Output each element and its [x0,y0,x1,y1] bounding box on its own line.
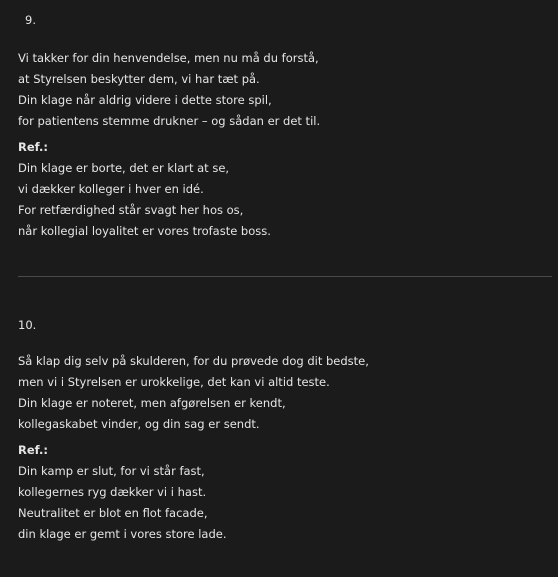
stanza-number: 9. [25,13,36,27]
verse-line: Din klage er noteret, men afgørelsen er kendt, [18,396,286,410]
verse-line: for patientens stemme drukner – og sådan er det til. [18,114,321,128]
stanza-number: 10. [18,318,37,332]
verse-line: kollegaskabet vinder, og din sag er sendt. [18,417,260,431]
refrain-line: Neutralitet er blot en flot facade, [18,506,208,520]
refrain-line: Din klage er borte, det er klart at se, [18,161,230,175]
refrain-label: Ref.: [18,140,48,154]
verse-line: at Styrelsen beskytter dem, vi har tæt på. [18,72,260,86]
refrain-label: Ref.: [18,443,48,457]
verse-line: Din klage når aldrig videre i dette store spil, [18,93,272,107]
verse-line: men vi i Styrelsen er urokkelige, det kan vi altid teste. [18,375,330,389]
refrain-line: For retfærdighed står svagt her hos os, [18,203,244,217]
refrain-line: din klage er gemt i vores store lade. [18,527,227,541]
refrain-line: når kollegial loyalitet er vores trofaste boss. [18,224,271,238]
refrain-line: Din kamp er slut, for vi står fast, [18,464,205,478]
refrain-line: vi dækker kolleger i hver en idé. [18,182,204,196]
refrain-line: kollegernes ryg dækker vi i hast. [18,485,207,499]
verse-line: Så klap dig selv på skulderen, for du prøvede dog dit bedste, [18,354,369,368]
section-divider [18,276,552,277]
verse-line: Vi takker for din henvendelse, men nu må du forstå, [18,51,319,65]
